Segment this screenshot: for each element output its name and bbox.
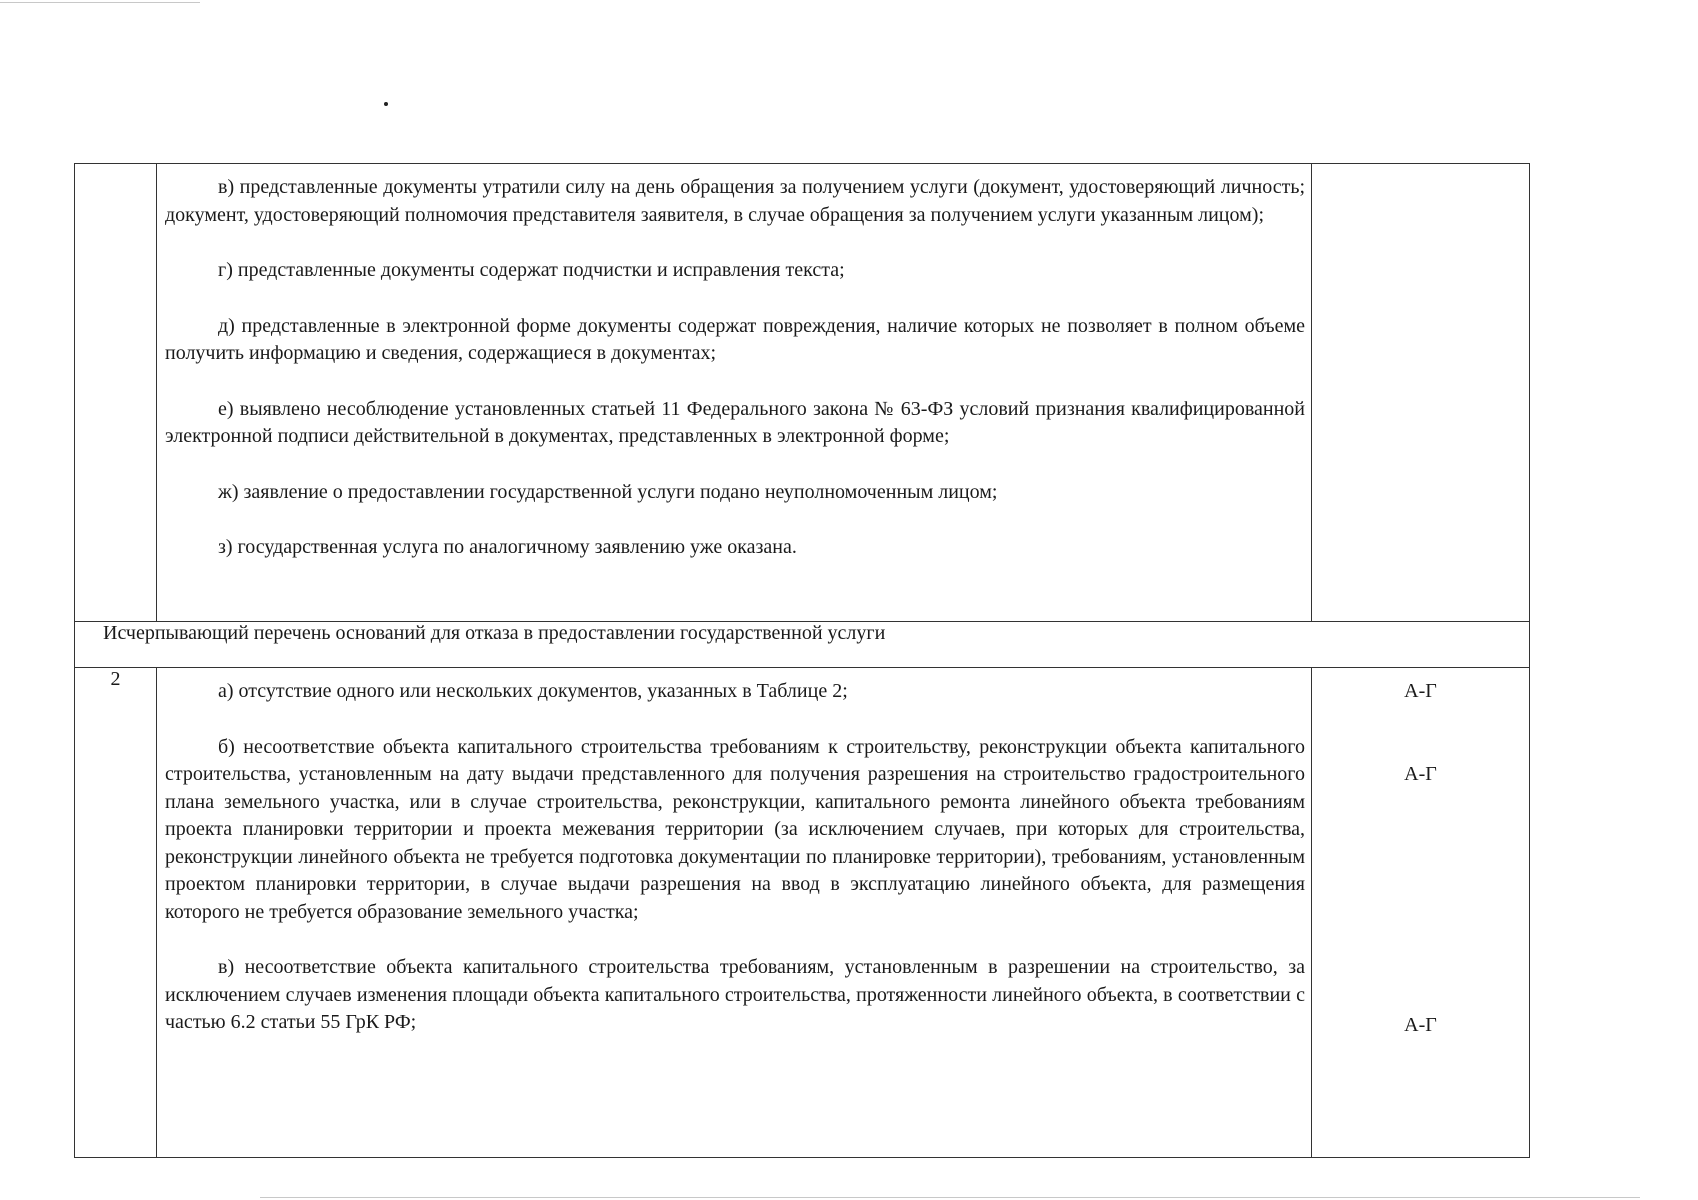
paragraph-e: е) выявлено несоблюдение установленных статьей 11 Федерального закона № 63-ФЗ условий признания квалифицированной электронной подписи действительной в документах, представленных в электронной форме; [165, 397, 1305, 447]
paragraph-a: а) отсутствие одного или нескольких документов, указанных в Таблице 2; [218, 680, 848, 702]
section-header-cell [75, 622, 1530, 668]
document-table [74, 163, 1530, 1158]
scan-artifact-top [0, 2, 200, 3]
mark-cell [1312, 668, 1530, 1158]
section-header: Исчерпывающий перечень оснований для отказа в предоставлении государственной услуги [103, 622, 886, 644]
grounds-cell [157, 164, 1312, 622]
paragraph-v2: в) несоответствие объекта капитального строительства требованиям, установленным в разрешении на строительство, за исключением случаев изменения площади объекта капитального строительства, протяженности линейного объекта, в соответствии с частью 6.2 статьи 55 ГрК РФ; [165, 956, 1305, 1033]
paragraph-zh: ж) заявление о предоставлении государственной услуги подано неуполномоченным лицом; [218, 480, 998, 503]
table-row [75, 668, 1530, 1158]
scan-dot [384, 102, 388, 106]
paragraph-b: б) несоответствие объекта капитального строительства требованиям к строительству, реконструкции объекта капитального строительства, установленным на дату выдачи представленного для получения разрешения на строительство градостроительного плана земельного участка, или в случае строительства, реконструкции, капитального ремонта линейного объекта требованиям проекта планировки территории и проекта межевания территории (за исключением случаев, при которых для строительства, реконструкции линейного объекта не требуется подготовка документации по планировке территории), требованиям, установленным проектом планировки территории, в случае выдачи разрешения на ввод в эксплуатацию линейного объекта, для размещения которого не требуется образование земельного участка; [165, 735, 1305, 923]
scan-artifact-bottom [260, 1197, 1640, 1198]
row-number: 2 [75, 668, 157, 1158]
mark-v: А-Г [1404, 1014, 1437, 1036]
mark-b: А-Г [1404, 763, 1437, 785]
paragraph-g: г) представленные документы содержат подчистки и исправления текста; [218, 259, 845, 281]
paragraph-z: з) государственная услуга по аналогичному заявлению уже оказана. [218, 536, 797, 558]
paragraph-v: в) представленные документы утратили силу на день обращения за получением услуги (документ, удостоверяющий личность; документ, удостоверяющий полномочия представителя заявителя, в случае обращения за получением услуги указанным лицом); [165, 176, 1305, 226]
mark-cell [1312, 164, 1530, 622]
table-row [75, 164, 1530, 622]
paragraph-d: д) представленные в электронной форме документы содержат повреждения, наличие которых не позволяет в полном объеме получить информацию и сведения, содержащиеся в документах; [165, 314, 1305, 364]
grounds-cell [157, 668, 1312, 1158]
section-header-row [75, 622, 1530, 668]
number-cell [75, 164, 157, 622]
mark-a: А-Г [1404, 680, 1437, 702]
